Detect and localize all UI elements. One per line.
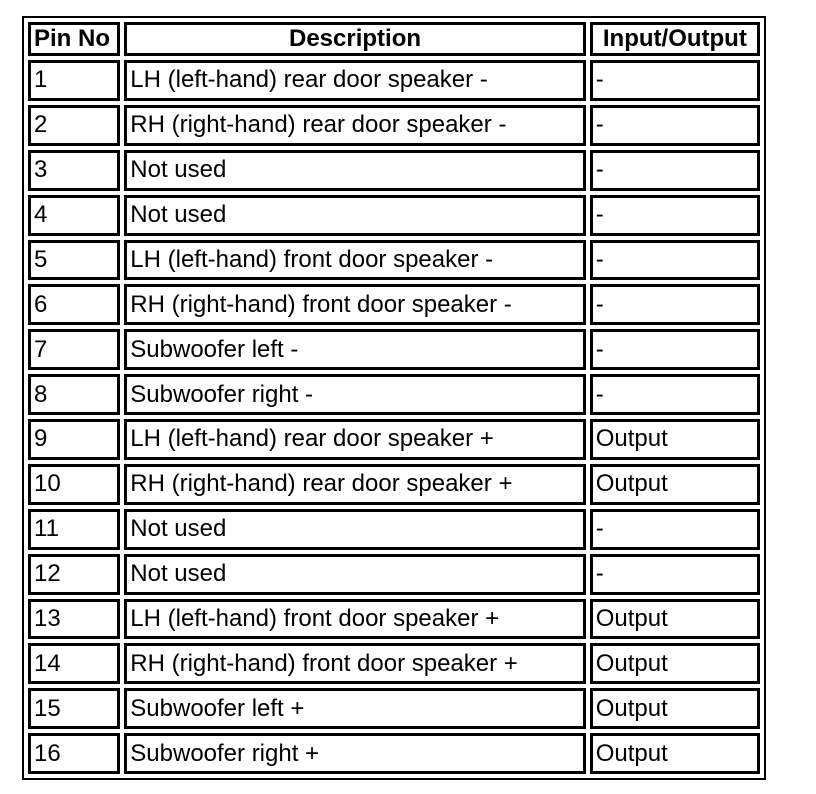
pin-cell: 6	[28, 284, 120, 325]
table-row	[28, 688, 760, 729]
io-cell: Output	[590, 733, 760, 774]
pin-cell: 2	[28, 105, 120, 146]
description-cell: RH (right-hand) rear door speaker +	[124, 464, 585, 505]
io-cell: -	[590, 150, 760, 191]
io-cell: -	[590, 105, 760, 146]
table-row	[28, 105, 760, 146]
table-row	[28, 374, 760, 415]
description-cell: LH (left-hand) rear door speaker -	[124, 60, 585, 101]
table-row	[28, 464, 760, 505]
io-cell: -	[590, 329, 760, 370]
pin-cell: 11	[28, 509, 120, 550]
io-cell: Output	[590, 688, 760, 729]
io-cell: Output	[590, 464, 760, 505]
table-body	[28, 60, 760, 774]
pin-cell: 7	[28, 329, 120, 370]
io-cell: -	[590, 240, 760, 281]
table-row	[28, 150, 760, 191]
pinout-table	[24, 18, 764, 778]
table-row	[28, 329, 760, 370]
header-input-output: Input/Output	[590, 22, 760, 56]
table-row	[28, 733, 760, 774]
io-cell: Output	[590, 643, 760, 684]
io-cell: -	[590, 60, 760, 101]
description-cell: RH (right-hand) rear door speaker -	[124, 105, 585, 146]
pinout-table-container	[22, 16, 766, 780]
description-cell: RH (right-hand) front door speaker +	[124, 643, 585, 684]
description-cell: Not used	[124, 150, 585, 191]
table-row	[28, 284, 760, 325]
description-cell: LH (left-hand) rear door speaker +	[124, 419, 585, 460]
pin-cell: 1	[28, 60, 120, 101]
description-cell: Subwoofer left +	[124, 688, 585, 729]
io-cell: Output	[590, 419, 760, 460]
pin-cell: 16	[28, 733, 120, 774]
header-row	[28, 22, 760, 56]
description-cell: Subwoofer right -	[124, 374, 585, 415]
description-cell: Not used	[124, 195, 585, 236]
pin-cell: 13	[28, 599, 120, 640]
description-cell: Not used	[124, 509, 585, 550]
pin-cell: 8	[28, 374, 120, 415]
pin-cell: 12	[28, 554, 120, 595]
table-row	[28, 240, 760, 281]
io-cell: -	[590, 195, 760, 236]
description-cell: LH (left-hand) front door speaker -	[124, 240, 585, 281]
io-cell: -	[590, 509, 760, 550]
io-cell: Output	[590, 599, 760, 640]
io-cell: -	[590, 284, 760, 325]
io-cell: -	[590, 374, 760, 415]
io-cell: -	[590, 554, 760, 595]
table-row	[28, 554, 760, 595]
description-cell: Subwoofer right +	[124, 733, 585, 774]
table-row	[28, 419, 760, 460]
table-row	[28, 599, 760, 640]
pin-cell: 14	[28, 643, 120, 684]
pin-cell: 15	[28, 688, 120, 729]
pin-cell: 9	[28, 419, 120, 460]
description-cell: Not used	[124, 554, 585, 595]
description-cell: LH (left-hand) front door speaker +	[124, 599, 585, 640]
description-cell: RH (right-hand) front door speaker -	[124, 284, 585, 325]
table-row	[28, 195, 760, 236]
description-cell: Subwoofer left -	[124, 329, 585, 370]
pin-cell: 4	[28, 195, 120, 236]
table-row	[28, 60, 760, 101]
pin-cell: 3	[28, 150, 120, 191]
table-row	[28, 509, 760, 550]
pin-cell: 10	[28, 464, 120, 505]
header-pin-no: Pin No	[28, 22, 120, 56]
table-row	[28, 643, 760, 684]
header-description: Description	[124, 22, 585, 56]
pin-cell: 5	[28, 240, 120, 281]
